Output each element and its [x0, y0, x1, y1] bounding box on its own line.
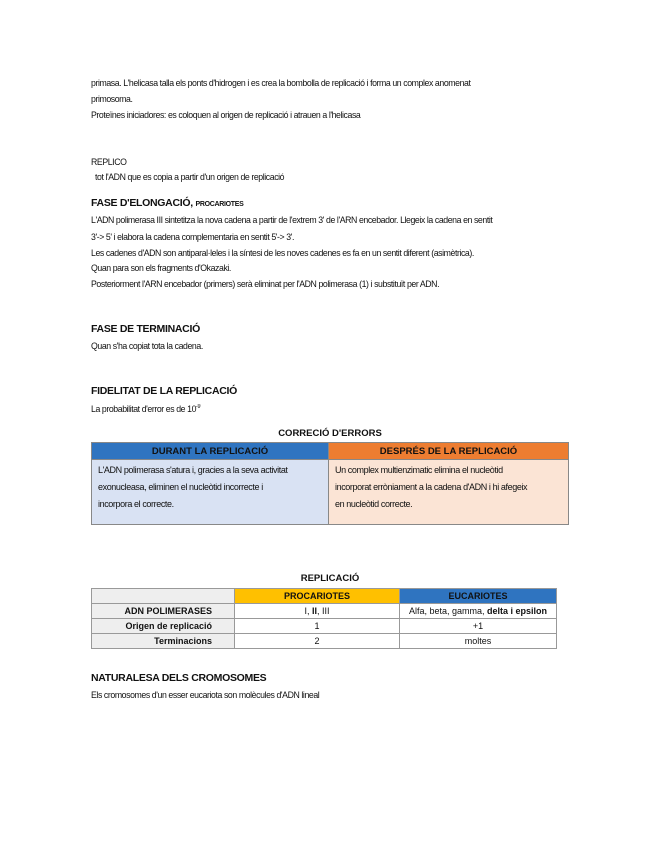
naturalesa-text: Els cromosomes d'un esser eucariota son molècules d'ADN lineal [91, 690, 320, 701]
replico-title: REPLICO [91, 157, 127, 168]
correccio-despres-line: Un complex multienzimatic elimina el nucleòtid [335, 465, 503, 475]
row-procariotes: 1 [235, 619, 400, 634]
elongacio-line: 3'-> 5' i elabora la cadena complementaria en sentit 5'-> 3'. [91, 232, 294, 243]
replicacio-header-blank [92, 589, 235, 604]
table-row [92, 634, 557, 649]
elongacio-heading [91, 197, 244, 209]
intro-line-2: primosoma. [91, 94, 133, 105]
table-row [92, 619, 557, 634]
row-eucariotes: +1 [400, 619, 557, 634]
terminacio-title: FASE DE TERMINACIÓ [91, 323, 200, 335]
replicacio-table [91, 588, 557, 649]
row-eucariotes [400, 604, 557, 619]
correccio-title: CORRECIÓ D'ERRORS [278, 428, 382, 439]
correccio-despres-line: en nucleòtid correcte. [335, 499, 413, 509]
elongacio-line: Les cadenes d'ADN son antiparal·leles i la síntesi de les noves cadenes es fa en un sentit diferent (asimètrica). [91, 248, 474, 259]
cell-text-bold: delta i epsilon [487, 606, 548, 616]
fidelitat-text: La probabilitat d'error es de 10 [91, 404, 197, 416]
table-row [92, 604, 557, 619]
elongacio-line: Quan para son els fragments d'Okazaki. [91, 263, 231, 274]
cell-text-bold: II [311, 606, 317, 616]
elongacio-line: Posteriorment l'ARN encebador (primers) serà eliminat per l'ADN polimerasa (1) i substituït per ADN. [91, 279, 440, 290]
replicacio-header-procariotes: PROCARIOTES [235, 589, 400, 604]
row-label: Origen de replicació [92, 619, 235, 634]
naturalesa-title: NATURALESA DELS CROMOSOMES [91, 672, 267, 684]
row-procariotes: 2 [235, 634, 400, 649]
row-label: ADN POLIMERASES [92, 604, 235, 619]
correccio-table [91, 442, 569, 525]
cell-text: , III [317, 606, 330, 616]
replicacio-header-eucariotes: EUCARIOTES [400, 589, 557, 604]
correccio-cell-durant [92, 460, 329, 525]
correccio-durant-line: incorpora el correcte. [98, 499, 174, 509]
elongacio-line: L'ADN polimerasa III sintetitza la nova cadena a partir de l'extrem 3' de l'ARN encebador. Llegeix la cadena en sentit [91, 215, 493, 226]
row-procariotes [235, 604, 400, 619]
correccio-durant-line: exonucleasa, eliminen el nucleòtid incorrecte i [98, 482, 263, 492]
elongacio-subtitle: PROCARIOTES [195, 201, 244, 208]
replicacio-title: REPLICACIÓ [300, 573, 360, 584]
correccio-header-despres: DESPRÉS DE LA REPLICACIÓ [329, 443, 569, 460]
correccio-despres-line: incorporat erròniament a la cadena d'ADN i hi afegeix [335, 482, 528, 492]
fidelitat-exponent: -9 [196, 404, 201, 410]
cell-text: Alfa, beta, gamma, [408, 606, 488, 616]
row-eucariotes: moltes [400, 634, 557, 649]
fidelitat-title: FIDELITAT DE LA REPLICACIÓ [91, 385, 237, 397]
correccio-cell-despres [329, 460, 569, 525]
correccio-header-durant: DURANT LA REPLICACIÓ [92, 443, 329, 460]
correccio-durant-line: L'ADN polimerasa s'atura i, gracies a la seva activitat [98, 465, 288, 475]
cell-text: I, [304, 606, 312, 616]
elongacio-title: FASE D'ELONGACIÓ, [91, 197, 193, 209]
intro-line-1: primasa. L'helicasa talla els ponts d'hidrogen i es crea la bombolla de replicació i forma un complex anomenat [91, 78, 471, 89]
intro-line-3: Proteïnes iniciadores: es coloquen al origen de replicació i atrauen a l'helicasa [91, 110, 361, 121]
terminacio-text: Quan s'ha copiat tota la cadena. [91, 341, 203, 352]
replico-text: tot l'ADN que es copia a partir d'un origen de replicació [95, 172, 285, 183]
row-label: Terminacions [92, 634, 235, 649]
fidelitat-text-wrap [91, 401, 200, 416]
